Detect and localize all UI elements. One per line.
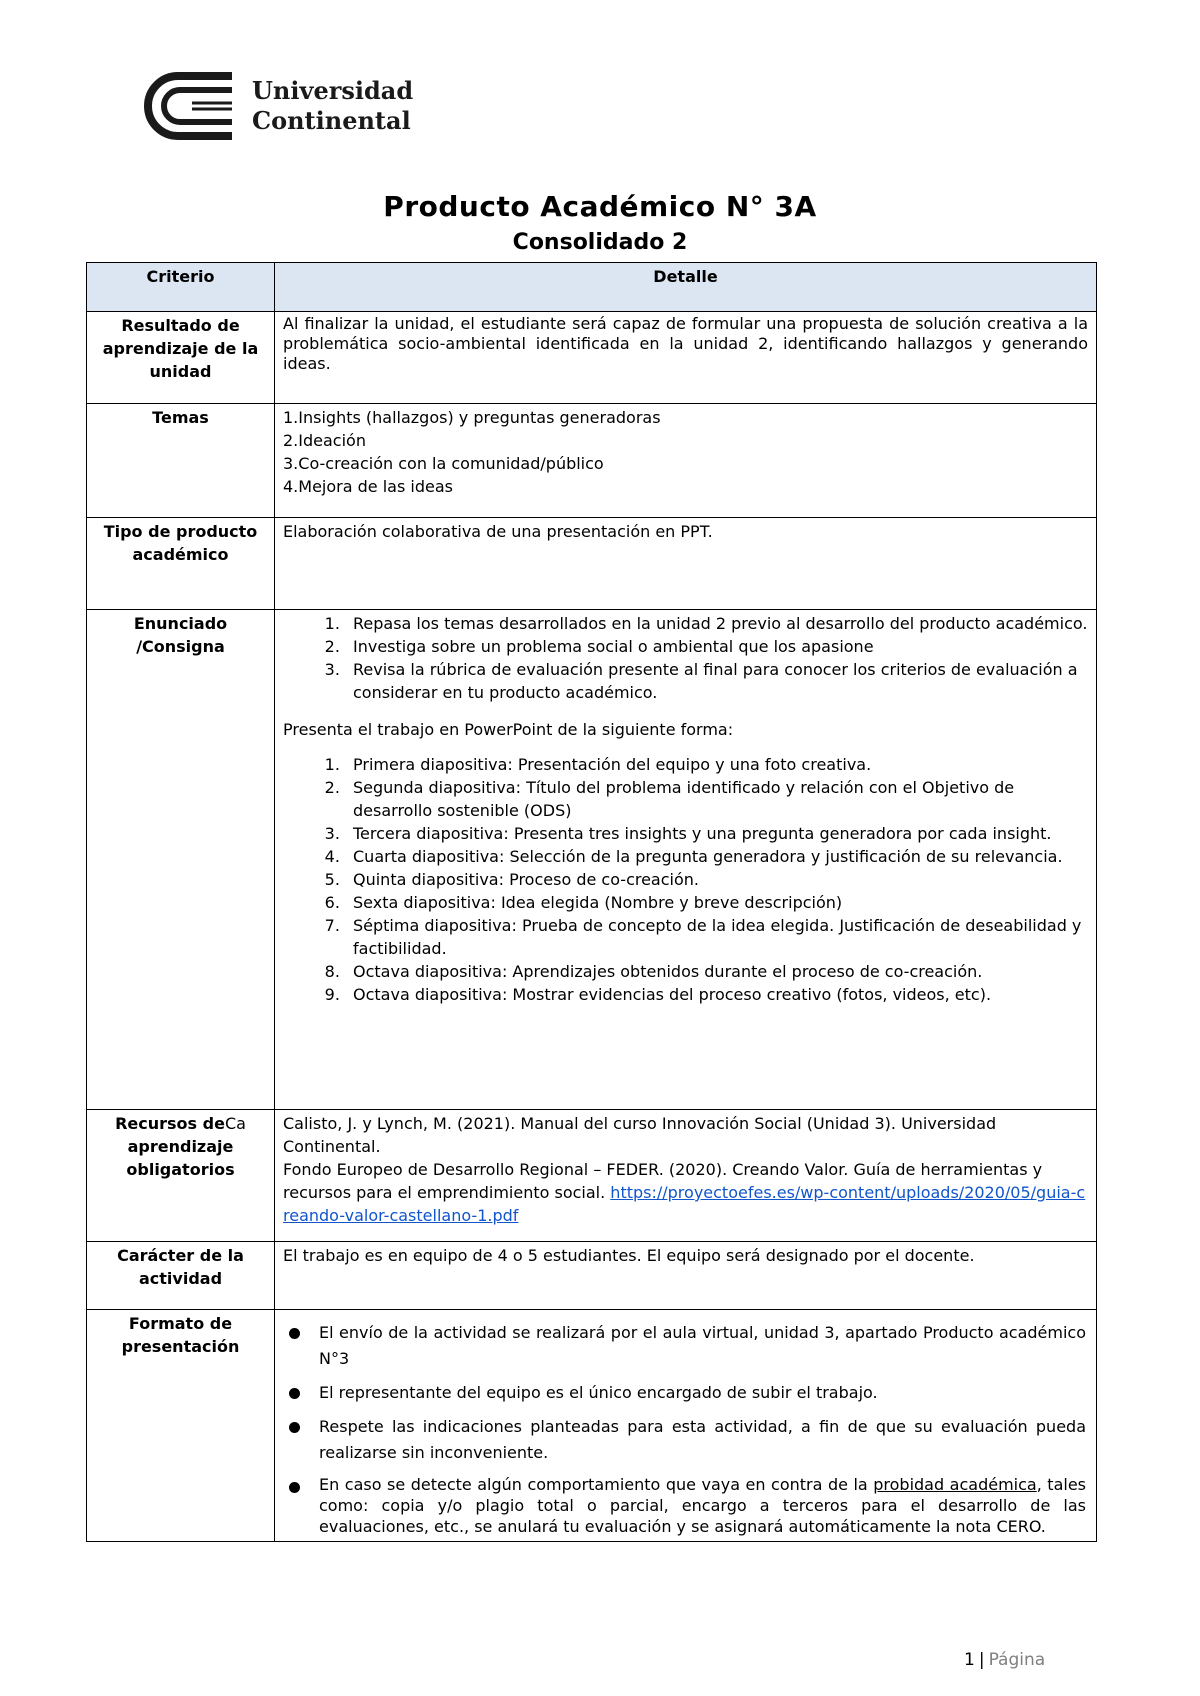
row-temas (87, 404, 1097, 518)
list-item: 4. Cuarta diapositiva: Selección de la pregunta generadora y justificación de su relevancia. (345, 845, 1088, 868)
document-title: Producto Académico N° 3A (383, 190, 817, 223)
label-recursos-part1: Recursos de (115, 1114, 225, 1133)
row-caracter (87, 1242, 1097, 1310)
page-footer (964, 1650, 1045, 1670)
tema-item: 2.Ideación (283, 431, 366, 450)
probidad-link[interactable]: probidad académica (873, 1475, 1037, 1494)
list-item: 2. Investiga sobre un problema social o ambiental que los apasione (345, 635, 1088, 658)
list-item (283, 1414, 1086, 1466)
detail-formato (275, 1310, 1097, 1542)
reference-2-link[interactable]: https://proyectoefes.es/wp-content/uploads/2020/05/guia-creando-valor-castellano-1.pdf (283, 1183, 1086, 1225)
label-temas: Temas (87, 404, 275, 518)
format-bullets (283, 1320, 1086, 1537)
detail-recursos (275, 1110, 1097, 1242)
tema-item: 1.Insights (hallazgos) y preguntas generadoras (283, 408, 661, 427)
bullet-text: El representante del equipo es el único encargado de subir el trabajo. (319, 1383, 878, 1402)
reference-2-text: Fondo Europeo de Desarrollo Regional – FEDER. (2020). Creando Valor. Guía de herramientas y recursos para el emprendimiento social. (283, 1160, 1043, 1202)
list-item: 8. Octava diapositiva: Aprendizajes obtenidos durante el proceso de co-creación. (345, 960, 1088, 983)
list-item (283, 1474, 1086, 1537)
list-item: 1. Primera diapositiva: Presentación del equipo y una foto creativa. (345, 753, 1088, 776)
table-header-row (87, 263, 1097, 312)
page-number: 1 (964, 1650, 975, 1670)
reference-1: Calisto, J. y Lynch, M. (2021). Manual del curso Innovación Social (Unidad 3). Universidad Continental. (283, 1114, 997, 1156)
row-enunciado (87, 610, 1097, 1110)
label-resultado: Resultado de aprendizaje de la unidad (87, 312, 275, 404)
row-resultado (87, 312, 1097, 404)
page-word: Página (988, 1650, 1046, 1670)
detail-resultado: Al finalizar la unidad, el estudiante será capaz de formular una propuesta de solución creativa a la problemática socio-ambiental identificada en la unidad 2, identificando hallazgos y generando ideas. (275, 312, 1097, 404)
university-logo-mark-icon (142, 70, 238, 142)
list-item: 5. Quinta diapositiva: Proceso de co-creación. (345, 868, 1088, 891)
footer-separator: | (978, 1650, 985, 1670)
label-recursos-part2: aprendizaje obligatorios (126, 1137, 235, 1179)
header-criterio: Criterio (87, 263, 275, 312)
steps-list (283, 612, 1088, 704)
list-item (283, 1320, 1086, 1372)
label-formato: Formato de presentación (87, 1310, 275, 1542)
row-formato (87, 1310, 1097, 1542)
list-item: 6. Sexta diapositiva: Idea elegida (Nombre y breve descripción) (345, 891, 1088, 914)
logo-line-1: Universidad (252, 76, 414, 105)
label-caracter: Carácter de la actividad (87, 1242, 275, 1310)
assignment-table (86, 262, 1097, 1542)
list-item: 7. Séptima diapositiva: Prueba de concepto de la idea elegida. Justificación de deseabilidad y factibilidad. (345, 914, 1088, 960)
list-item: 9. Octava diapositiva: Mostrar evidencias del proceso creativo (fotos, videos, etc). (345, 983, 1088, 1006)
university-logo (142, 70, 414, 142)
bullet-text: En caso se detecte algún comportamiento que vaya en contra de la (319, 1475, 868, 1494)
detail-caracter: El trabajo es en equipo de 4 o 5 estudiantes. El equipo será designado por el docente. (275, 1242, 1097, 1310)
bullet-dot-icon (289, 1482, 300, 1493)
slides-list (283, 753, 1088, 1006)
detail-temas (275, 404, 1097, 518)
bullet-dot-icon (289, 1422, 300, 1433)
reference-2 (283, 1158, 1088, 1227)
document-subtitle: Consolidado 2 (512, 230, 688, 255)
label-recursos (87, 1110, 275, 1242)
row-tipo (87, 518, 1097, 610)
bullet-dot-icon (289, 1328, 300, 1339)
bullet-text: , tales como: copia y/o plagio total o parcial, encargo a terceros para el desarrollo de las evaluaciones, etc., se anulará tu evaluación y se asignará automáticamente la nota CERO. (319, 1475, 1087, 1536)
list-item (283, 1380, 1086, 1406)
detail-enunciado (275, 610, 1097, 1110)
logo-line-2: Continental (252, 106, 411, 135)
bullet-text: El envío de la actividad se realizará por el aula virtual, unidad 3, apartado Producto académico N°3 (319, 1323, 1086, 1368)
bullet-text: Respete las indicaciones planteadas para esta actividad, a fin de que su evaluación pueda realizarse sin inconveniente. (319, 1417, 1086, 1462)
list-item: 2. Segunda diapositiva: Título del problema identificado y relación con el Objetivo de desarrollo sostenible (ODS) (345, 776, 1088, 822)
detail-tipo: Elaboración colaborativa de una presentación en PPT. (275, 518, 1097, 610)
label-recursos-overlap: Ca (224, 1114, 246, 1133)
label-tipo: Tipo de producto académico (87, 518, 275, 610)
list-item: 3. Revisa la rúbrica de evaluación presente al final para conocer los criterios de evaluación a considerar en tu producto académico. (345, 658, 1088, 704)
slides-intro: Presenta el trabajo en PowerPoint de la siguiente forma: (283, 720, 734, 739)
bullet-dot-icon (289, 1388, 300, 1399)
list-item: 1. Repasa los temas desarrollados en la unidad 2 previo al desarrollo del producto académico. (345, 612, 1088, 635)
label-enunciado: Enunciado /Consigna (87, 610, 275, 1110)
tema-item: 4.Mejora de las ideas (283, 477, 453, 496)
tema-item: 3.Co-creación con la comunidad/público (283, 454, 604, 473)
list-item: 3. Tercera diapositiva: Presenta tres insights y una pregunta generadora por cada insight. (345, 822, 1088, 845)
header-detalle: Detalle (275, 263, 1097, 312)
row-recursos (87, 1110, 1097, 1242)
